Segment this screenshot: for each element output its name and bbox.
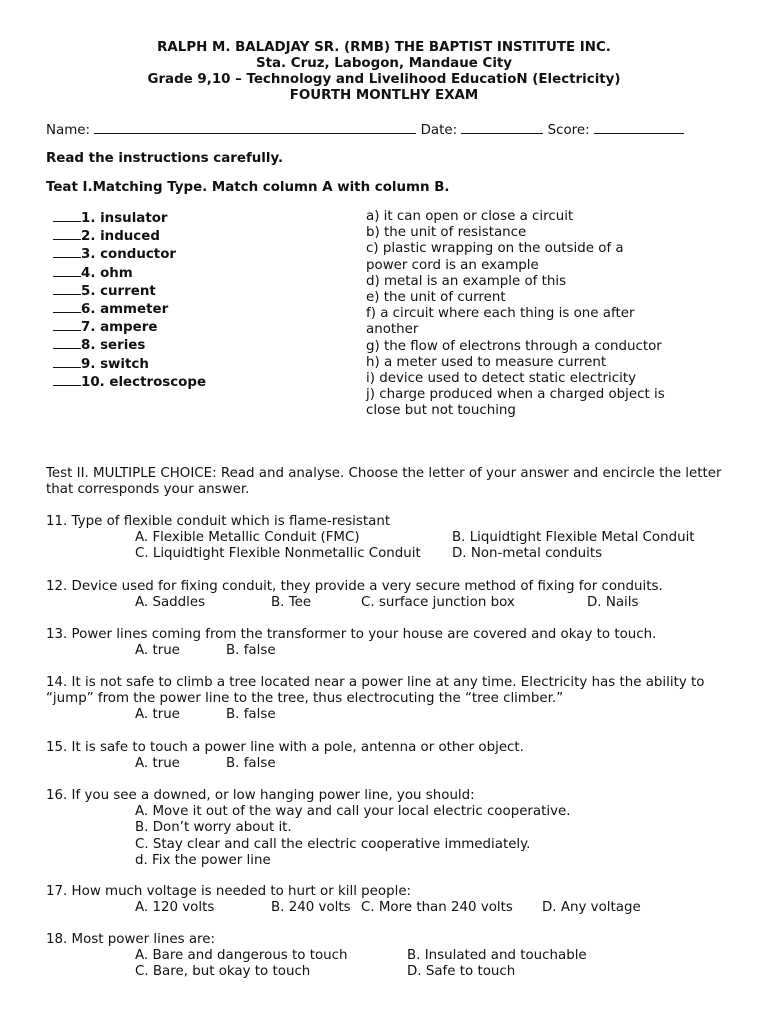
- answer-blank[interactable]: [53, 209, 81, 222]
- column-a-item: 4. ohm: [53, 264, 206, 282]
- date-field[interactable]: [461, 121, 543, 134]
- column-b: [366, 209, 666, 420]
- question-11: [46, 514, 726, 563]
- column-a-item: 5. current: [53, 282, 206, 300]
- score-field[interactable]: [594, 121, 684, 134]
- option[interactable]: D. Non-metal conduits: [452, 546, 603, 562]
- column-b-item: i) device used to detect static electricity: [366, 371, 637, 387]
- option[interactable]: C. More than 240 volts: [361, 900, 513, 916]
- question-stem: 13. Power lines coming from the transformer to your house are covered and okay to touch.: [46, 627, 657, 642]
- option[interactable]: A. 120 volts: [135, 900, 215, 916]
- option[interactable]: D. Any voltage: [542, 900, 641, 916]
- option[interactable]: B. Insulated and touchable: [407, 948, 587, 964]
- column-a-item: 9. switch: [53, 355, 206, 373]
- column-a-item: 8. series: [53, 336, 206, 354]
- question-stem: 12. Device used for fixing conduit, they provide a very secure method of fixing for conduits.: [46, 579, 663, 594]
- exam-title: FOURTH MONTLHY EXAM: [289, 88, 479, 103]
- answer-blank[interactable]: [53, 282, 81, 295]
- question-stem: 18. Most power lines are:: [46, 932, 215, 947]
- question-13: [46, 627, 726, 659]
- option[interactable]: C. surface junction box: [361, 595, 515, 611]
- name-field[interactable]: [94, 121, 416, 134]
- option[interactable]: B. Don’t worry about it.: [135, 820, 292, 836]
- test1-title: Teat I.Matching Type. Match column A with column B.: [46, 180, 450, 195]
- option[interactable]: d. Fix the power line: [135, 852, 271, 868]
- column-b-item: b) the unit of resistance: [366, 225, 527, 241]
- name-label: Name:: [46, 123, 91, 138]
- answer-blank[interactable]: [53, 264, 81, 277]
- option[interactable]: A. Saddles: [135, 595, 206, 611]
- column-a-item: 10. electroscope: [53, 373, 206, 391]
- question-stem: 16. If you see a downed, or low hanging power line, you should:: [46, 788, 475, 803]
- answer-blank[interactable]: [53, 227, 81, 240]
- option[interactable]: A. true: [135, 643, 180, 659]
- column-a-item: 6. ammeter: [53, 300, 206, 318]
- column-a-item: 1. insulator: [53, 209, 206, 227]
- column-b-item: c) plastic wrapping on the outside of a power cord is an example: [366, 241, 624, 273]
- option[interactable]: B. 240 volts: [271, 900, 351, 916]
- question-stem: 17. How much voltage is needed to hurt or kill people:: [46, 884, 412, 899]
- option[interactable]: B. Tee: [271, 595, 312, 611]
- question-12: [46, 579, 726, 611]
- question-stem: 14. It is not safe to climb a tree located near a power line at any time. Electricity has the ability to “jump” from the power line to the tree, thus electrocuting the “tree climber.”: [46, 675, 705, 707]
- school-address: Sta. Cruz, Labogon, Mandaue City: [255, 56, 513, 71]
- question-18: [46, 932, 726, 981]
- score-label: Score:: [547, 123, 590, 138]
- column-b-item: d) metal is an example of this: [366, 273, 567, 289]
- column-a-item: 3. conductor: [53, 245, 206, 263]
- info-fields: [46, 121, 684, 139]
- option[interactable]: A. Flexible Metallic Conduit (FMC): [135, 530, 360, 546]
- school-name: RALPH M. BALADJAY SR. (RMB) THE BAPTIST INSTITUTE INC.: [157, 40, 611, 55]
- column-b-item: h) a meter used to measure current: [366, 354, 607, 370]
- option[interactable]: B. false: [226, 756, 276, 772]
- answer-blank[interactable]: [53, 245, 81, 258]
- option[interactable]: A. true: [135, 707, 180, 723]
- option[interactable]: A. true: [135, 756, 180, 772]
- question-stem: 15. It is safe to touch a power line with a pole, antenna or other object.: [46, 740, 524, 755]
- subject-title: Grade 9,10 – Technology and Livelihood EducatioN (Electricity): [147, 72, 621, 87]
- column-b-item: g) the flow of electrons through a conductor: [366, 338, 662, 354]
- answer-blank[interactable]: [53, 318, 81, 331]
- instructions: Read the instructions carefully.: [46, 151, 284, 166]
- date-label: Date:: [420, 123, 458, 138]
- exam-header: [0, 40, 768, 104]
- option[interactable]: A. Bare and dangerous to touch: [135, 948, 348, 964]
- question-stem: 11. Type of flexible conduit which is flame-resistant: [46, 514, 391, 529]
- option[interactable]: D. Nails: [587, 595, 639, 611]
- option[interactable]: C. Bare, but okay to touch: [135, 964, 311, 980]
- answer-blank[interactable]: [53, 373, 81, 386]
- answer-blank[interactable]: [53, 300, 81, 313]
- option[interactable]: B. false: [226, 643, 276, 659]
- question-15: [46, 740, 726, 772]
- test2-title: Test II. MULTIPLE CHOICE: Read and analyse. Choose the letter of your answer and encircle the letter that corresponds your answer.: [46, 466, 722, 498]
- column-a-item: 2. induced: [53, 227, 206, 245]
- option[interactable]: A. Move it out of the way and call your local electric cooperative.: [135, 804, 571, 820]
- question-17: [46, 884, 726, 916]
- option[interactable]: C. Stay clear and call the electric cooperative immediately.: [135, 836, 531, 852]
- answer-blank[interactable]: [53, 336, 81, 349]
- column-a: [53, 209, 206, 391]
- option[interactable]: B. Liquidtight Flexible Metal Conduit: [452, 530, 695, 546]
- column-b-item: f) a circuit where each thing is one after another: [366, 306, 635, 338]
- column-a-item: 7. ampere: [53, 318, 206, 336]
- column-b-item: j) charge produced when a charged object is close but not touching: [366, 387, 665, 419]
- option[interactable]: B. false: [226, 707, 276, 723]
- question-16: [46, 788, 726, 869]
- column-b-item: e) the unit of current: [366, 290, 506, 306]
- question-14: [46, 675, 726, 724]
- option[interactable]: C. Liquidtight Flexible Nonmetallic Conduit: [135, 546, 421, 562]
- answer-blank[interactable]: [53, 355, 81, 368]
- column-b-item: a) it can open or close a circuit: [366, 209, 574, 224]
- option[interactable]: D. Safe to touch: [407, 964, 516, 980]
